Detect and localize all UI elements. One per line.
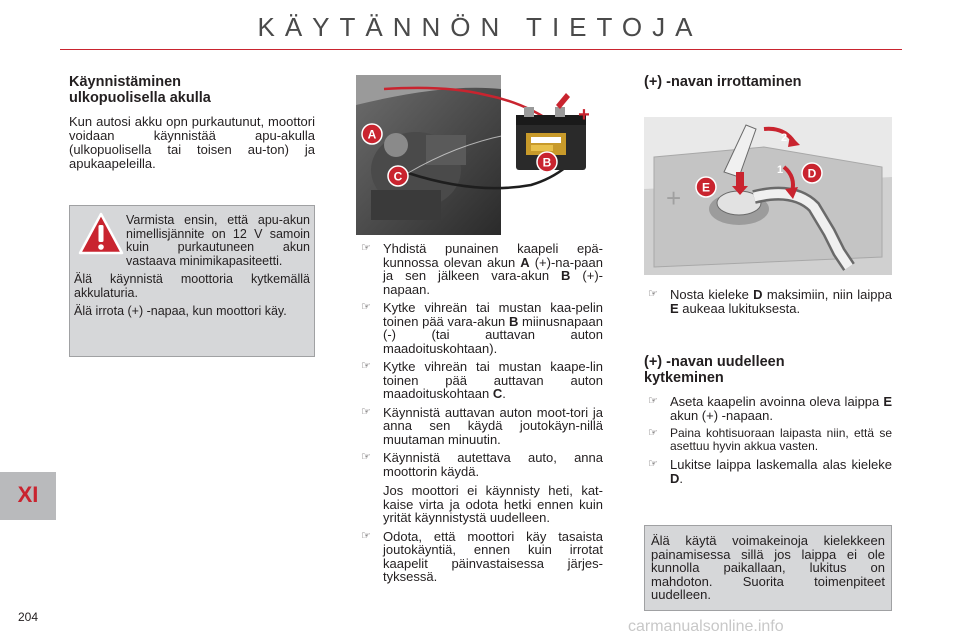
list-item: ☞ Käynnistä auttavan auton moot-tori ja anna sen käydä joutokäyn-nillä muutaman minuutin.: [361, 404, 603, 447]
list-item: ☞ Yhdistä punainen kaapeli epä-kunnossa olevan akun A (+)-na-paan ja sen jälkeen vara-akun B (+)-napaan.: [361, 241, 604, 297]
jump-start-illustration: [356, 75, 604, 235]
svg-text:+: +: [666, 183, 682, 213]
warning-text-p3: Älä irrota (+) -napaa, kun moottori käy.: [74, 304, 287, 318]
note-box: [644, 525, 892, 611]
note-text: Älä käytä voimakeinoja kielekkeen painamisessa sillä jos laippa ei ole kunnolla paikallaan, lukitus on mahdoton. Suorita toimenpiteet uudelleen.: [651, 533, 885, 602]
list-item: ☞ Kytke vihreän tai mustan kaape-lin toinen pää auttavan auton maadoituskohtaan C.: [361, 359, 603, 401]
left-heading-line2: ulkopuolisella akulla: [69, 90, 211, 106]
pointing-hand-icon: ☞: [648, 288, 658, 300]
left-heading-line1: Käynnistäminen: [69, 74, 181, 90]
section-tab-label: XI: [17, 482, 39, 507]
list-item: ☞ Paina kohtisuoraan laipasta niin, että se asettuu hyvin akkua vasten.: [648, 426, 892, 453]
pointing-hand-icon: ☞: [361, 405, 371, 418]
intro-paragraph: Kun autosi akku opn purkautunut, moottori voidaan käynnistää apu-akulla (ulkopuolisella tai toisen au-ton) ja apukaapeleilla.: [69, 114, 315, 171]
list-item: ☞ Käynnistä autettava auto, anna moottorin käydä. Jos moottori ei käynnisty heti, kat-kaise virta ja odota hetki ennen kuin yrität käynnistystä uudelleen.: [361, 450, 603, 525]
warning-text-p2: Älä käynnistä moottoria kytkemällä akkulaturia.: [74, 272, 310, 300]
terminal-illustration: [644, 117, 892, 275]
right-heading-2-line1: (+) -navan uudelleen: [644, 354, 785, 370]
callout-e: E: [701, 180, 711, 195]
left-heading: [69, 74, 315, 106]
disconnect-steps: [644, 288, 892, 320]
step-2-label: 2: [780, 132, 788, 144]
page-number: 204: [18, 610, 39, 624]
pointing-hand-icon: ☞: [361, 301, 371, 313]
warning-text: [74, 214, 310, 319]
pointing-hand-icon: ☞: [648, 395, 658, 407]
list-item: ☞ Lukitse laippa laskemalla alas kieleke D.: [648, 457, 892, 486]
pointing-hand-icon: ☞: [361, 451, 371, 463]
list-item-note: Jos moottori ei käynnisty heti, kat-kaise virta ja odota hetki ennen kuin yrität käynnistystä uudelleen.: [383, 483, 603, 525]
pointing-hand-icon: ☞: [361, 242, 371, 254]
list-item: ☞ Odota, että moottori käy tasaista joutokäyntiä, ennen kuin irrotat kaapelit päinvastaisessa järjes-tyksessä.: [361, 528, 603, 584]
step-1-label: 1: [776, 164, 784, 176]
right-heading-1: (+) -navan irrottaminen: [644, 74, 802, 90]
reconnect-steps: [644, 395, 892, 490]
terminal-figure: [644, 117, 892, 275]
list-item: ☞ Nosta kieleke D maksimiin, niin laippa E aukeaa lukituksesta.: [648, 287, 892, 316]
list-item: ☞ Aseta kaapelin avoinna oleva laippa E akun (+) -napaan.: [648, 394, 892, 423]
jump-start-steps: [357, 242, 603, 589]
callout-b: B: [542, 155, 552, 170]
pointing-hand-icon: ☞: [361, 529, 371, 542]
warning-box: [69, 205, 315, 357]
pointing-hand-icon: ☞: [361, 360, 371, 372]
callout-a: A: [367, 127, 377, 142]
callout-c: C: [393, 169, 403, 184]
watermark: carmanualsonline.info: [628, 618, 784, 635]
jump-start-figure: [356, 75, 604, 235]
pointing-hand-icon: ☞: [648, 427, 658, 439]
callout-d: D: [807, 166, 817, 181]
plus-sign: +: [578, 104, 590, 126]
page-title: KÄYTÄNNÖN TIETOJA: [257, 12, 703, 42]
right-heading-2: [644, 354, 892, 386]
right-heading-2-line2: kytkeminen: [644, 370, 724, 386]
pointing-hand-icon: ☞: [648, 458, 658, 470]
list-item: ☞ Kytke vihreän tai mustan kaa-pelin toinen pää vara-akun B miinusnapaan (-) (tai auttavan auton maadoituskohtaan).: [361, 300, 603, 356]
warning-text-p1: Varmista ensin, että apu-akun nimellisjännite on 12 V samoin kuin purkautuneen akun vastaava minimikapasiteetti.: [126, 213, 310, 268]
title-divider: [60, 49, 902, 50]
